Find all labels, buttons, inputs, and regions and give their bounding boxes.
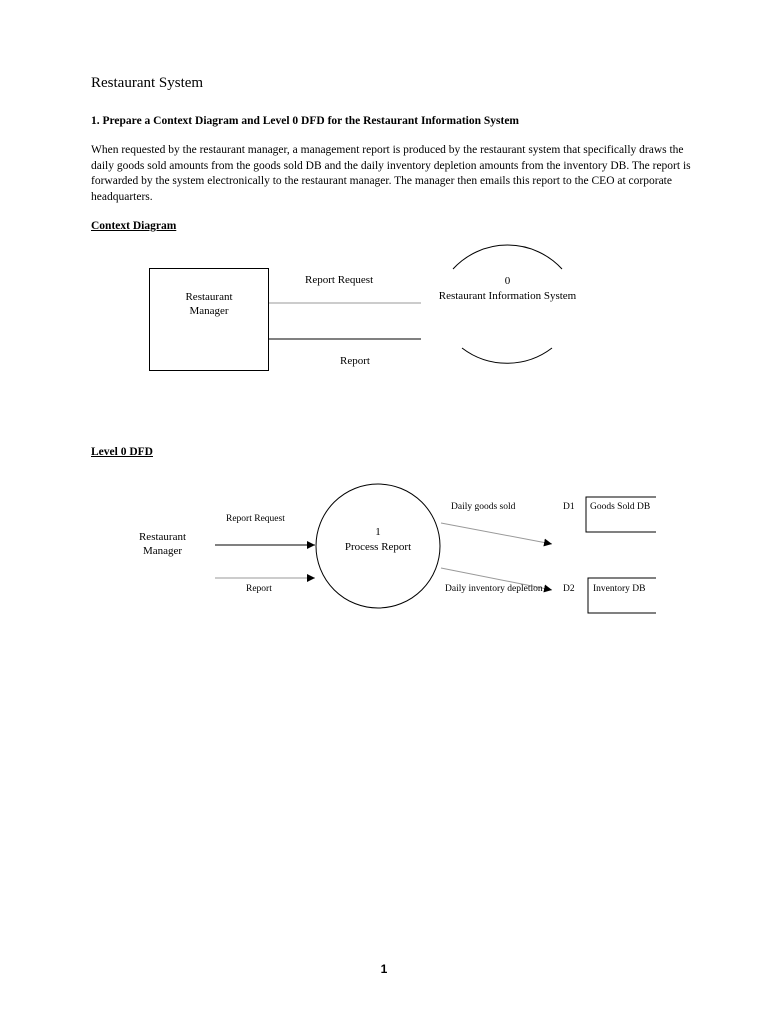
context-entity-box [150,269,269,371]
level0-process-number: 1 [375,526,381,538]
level0-heading: Level 0 DFD [91,446,153,458]
datastore-d1-id: D1 [563,502,575,512]
context-process-arc-bottom [462,348,552,363]
level0-entity-label-line1: Restaurant [138,531,187,543]
datastore-d2-id: D2 [563,584,575,594]
context-process-label [420,274,595,304]
page-title: Restaurant System [91,75,204,91]
context-process-name: Restaurant Information System [438,290,577,302]
level0-flow-report-label: Report [246,584,272,594]
context-flow-report-label: Report [340,355,370,367]
context-process-arc-top [453,245,562,269]
page-number: 1 [380,962,388,976]
level0-entity-label-line2: Manager [142,545,183,557]
description-paragraph: When requested by the restaurant manager, a management report is produced by the restaurant system that specifically draws the daily goods sold amounts from the goods sold DB and the daily inventory depletion amounts from the inventory DB. The report is forwarded by the system electronically to the restaurant manager. The manager then emails this report to the CEO at corporate headquarters. [91,144,691,203]
level0-goods-arrow [441,523,552,544]
context-entity-label-line2: Manager [189,305,229,317]
context-flow-request-label: Report Request [305,274,374,286]
context-diagram-heading: Context Diagram [91,220,177,232]
context-entity-label-line1: Restaurant [185,291,233,303]
datastore-d2-name: Inventory DB [593,584,646,594]
level0-flow-goods-label: Daily goods sold [451,502,516,512]
context-entity-label [150,290,268,318]
level0-entity-label [120,530,205,558]
question-heading: 1. Prepare a Context Diagram and Level 0 DFD for the Restaurant Information System [91,115,520,127]
level0-process-label [330,525,426,555]
level0-process-name: Process Report [344,541,412,553]
datastore-d1-name: Goods Sold DB [590,502,651,512]
level0-flow-request-label: Report Request [226,514,285,524]
level0-flow-inventory-label: Daily inventory depletion [445,584,543,594]
context-process-number: 0 [504,275,511,287]
